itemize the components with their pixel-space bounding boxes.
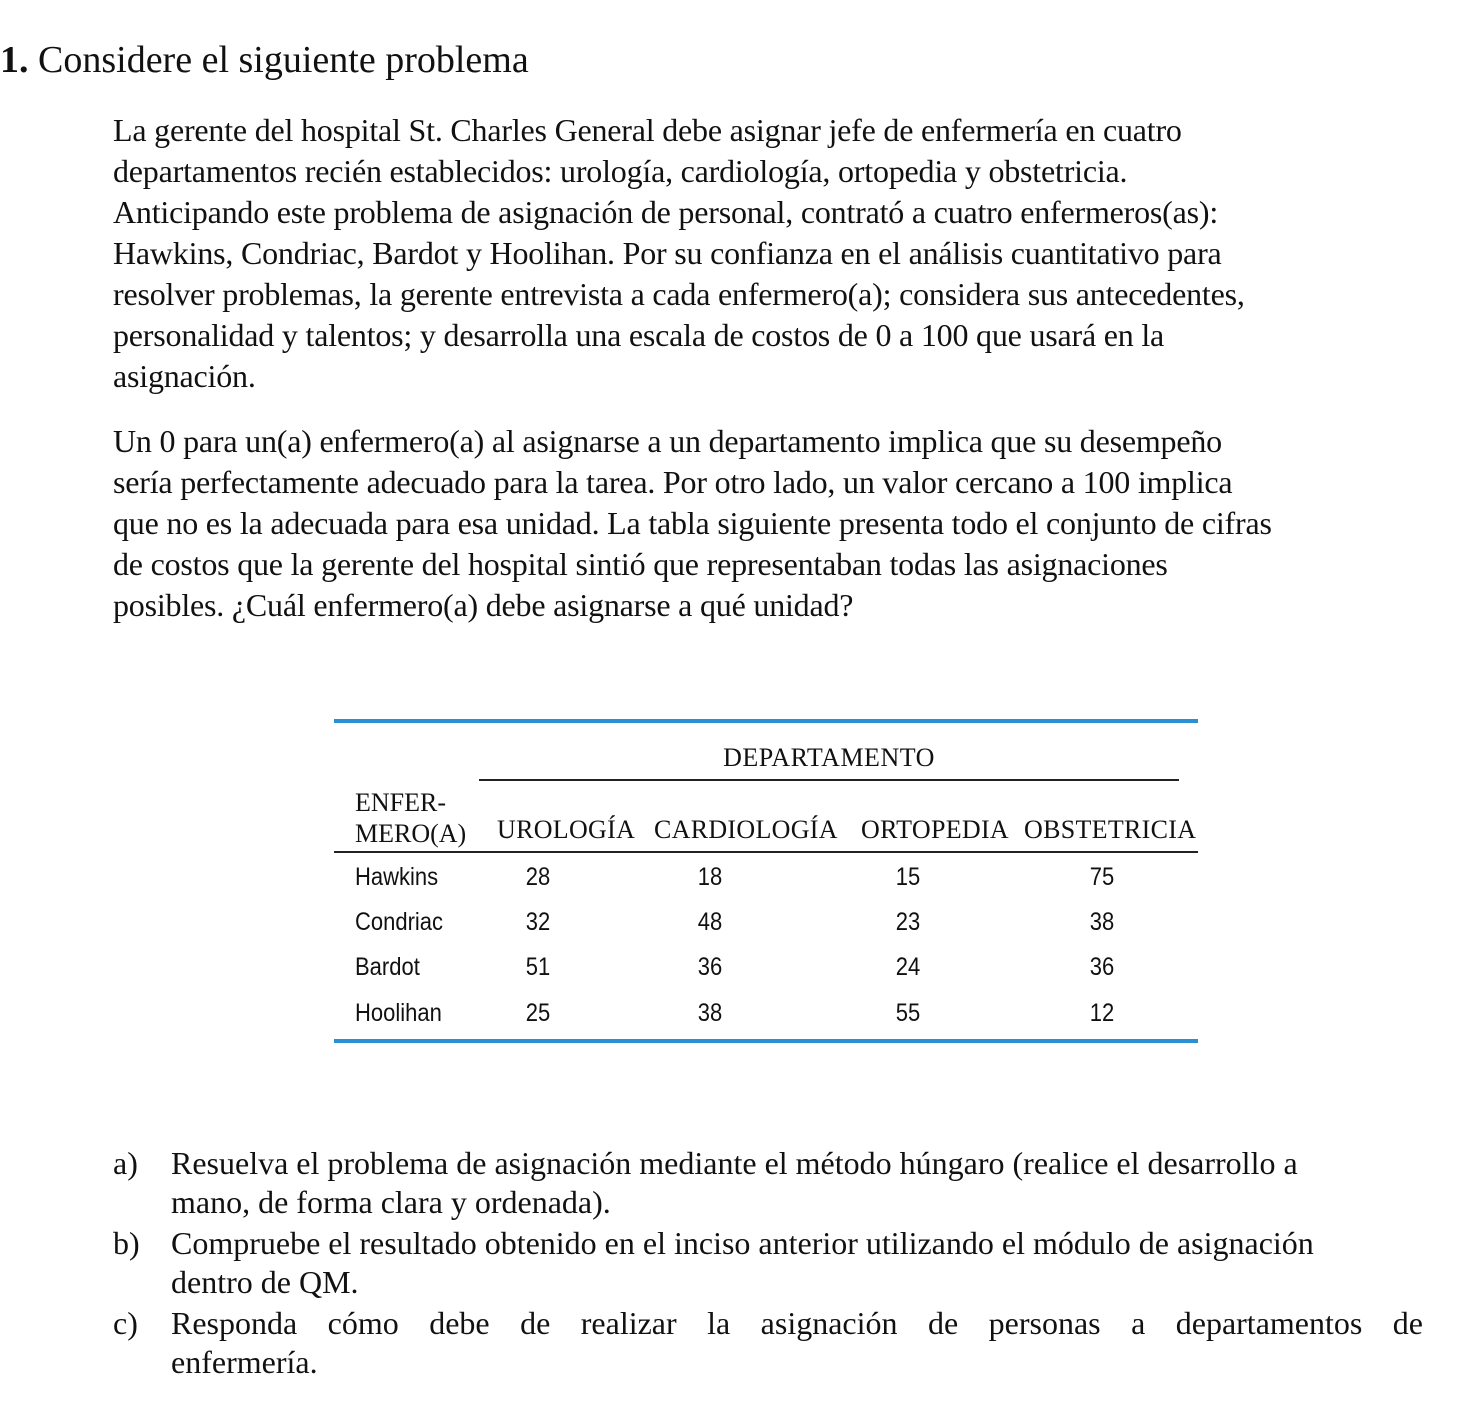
intro-paragraph	[113, 110, 1433, 397]
question-line: dentro de QM.	[171, 1264, 359, 1300]
question-text	[171, 1304, 1423, 1382]
table-cell: 36	[1089, 953, 1115, 981]
column-header-ortopedia: ORTOPEDIA	[861, 815, 1009, 844]
paragraph-line: La gerente del hospital St. Charles General debe asignar jefe de enfermería en cuatro	[113, 112, 1182, 148]
question-line: mano, de forma clara y ordenada).	[171, 1184, 611, 1220]
paragraph-line: resolver problemas, la gerente entrevista a cada enfermero(a); considera sus antecedentes,	[113, 276, 1245, 312]
column-header-rule	[334, 851, 1198, 853]
question-text	[171, 1224, 1423, 1302]
paragraph-line: posibles. ¿Cuál enfermero(a) debe asignarse a qué unidad?	[113, 587, 854, 623]
table-cell: 51	[525, 953, 551, 981]
table-cell: 38	[1089, 908, 1115, 936]
paragraph-line: Hawkins, Condriac, Bardot y Hoolihan. Por su confianza en el análisis cuantitativo para	[113, 235, 1222, 271]
table-cell: 23	[895, 908, 921, 936]
table-bottom-rule	[334, 1039, 1198, 1043]
nurse-header-line: MERO(A)	[355, 819, 467, 848]
column-header-urologia: UROLOGÍA	[497, 815, 636, 844]
cost-scale-paragraph	[113, 421, 1433, 626]
question-line: enfermería.	[171, 1344, 318, 1380]
problem-number: 1.	[0, 39, 29, 81]
question-label: c)	[113, 1305, 138, 1341]
department-group-header: DEPARTAMENTO	[723, 743, 935, 772]
paragraph-line: Anticipando este problema de asignación de personal, contrató a cuatro enfermeros(as):	[113, 194, 1219, 230]
paragraph-line: departamentos recién establecidos: urología, cardiología, ortopedia y obstetricia.	[113, 153, 1128, 189]
table-row-name: Condriac	[355, 908, 444, 936]
nurse-column-header	[355, 787, 466, 849]
question-label: b)	[113, 1225, 140, 1261]
column-header-obstetricia: OBSTETRICIA	[1024, 815, 1197, 844]
paragraph-line: de costos que la gerente del hospital sintió que representaban todas las asignaciones	[113, 546, 1168, 582]
paragraph-line: asignación.	[113, 358, 256, 394]
table-cell: 38	[697, 999, 723, 1027]
table-cell: 48	[697, 908, 723, 936]
table-cell: 15	[895, 863, 921, 891]
paragraph-line: que no es la adecuada para esa unidad. La tabla siguiente presenta todo el conjunto de cifras	[113, 505, 1272, 541]
table-cell: 12	[1089, 999, 1115, 1027]
question-text	[171, 1144, 1423, 1222]
problem-heading	[0, 38, 529, 82]
paragraph-line: personalidad y talentos; y desarrolla una escala de costos de 0 a 100 que usará en la	[113, 317, 1165, 353]
table-row-name: Hoolihan	[355, 999, 442, 1027]
department-header-rule	[479, 779, 1179, 781]
problem-title: Considere el siguiente problema	[38, 39, 529, 81]
question-label: a)	[113, 1145, 138, 1181]
table-cell: 25	[525, 999, 551, 1027]
question-line: Compruebe el resultado obtenido en el inciso anterior utilizando el módulo de asignación	[171, 1225, 1314, 1261]
table-cell: 75	[1089, 863, 1115, 891]
question-line: Resuelva el problema de asignación mediante el método húngaro (realice el desarrollo a	[171, 1145, 1298, 1181]
table-row-name: Hawkins	[355, 863, 439, 891]
table-cell: 18	[697, 863, 723, 891]
table-cell: 32	[525, 908, 551, 936]
table-cell: 55	[895, 999, 921, 1027]
table-cell: 36	[697, 953, 723, 981]
cost-table	[334, 719, 1198, 1045]
question-line: Responda cómo debe de realizar la asignación de personas a departamentos de	[171, 1305, 1423, 1341]
column-header-cardiologia: CARDIOLOGÍA	[654, 815, 838, 844]
table-cell: 24	[895, 953, 921, 981]
nurse-header-line: ENFER-	[355, 788, 446, 817]
table-cell: 28	[525, 863, 551, 891]
paragraph-line: sería perfectamente adecuado para la tarea. Por otro lado, un valor cercano a 100 implica	[113, 464, 1233, 500]
table-top-rule	[334, 719, 1198, 723]
table-row-name: Bardot	[355, 953, 420, 981]
paragraph-line: Un 0 para un(a) enfermero(a) al asignarse a un departamento implica que su desempeño	[113, 423, 1222, 459]
